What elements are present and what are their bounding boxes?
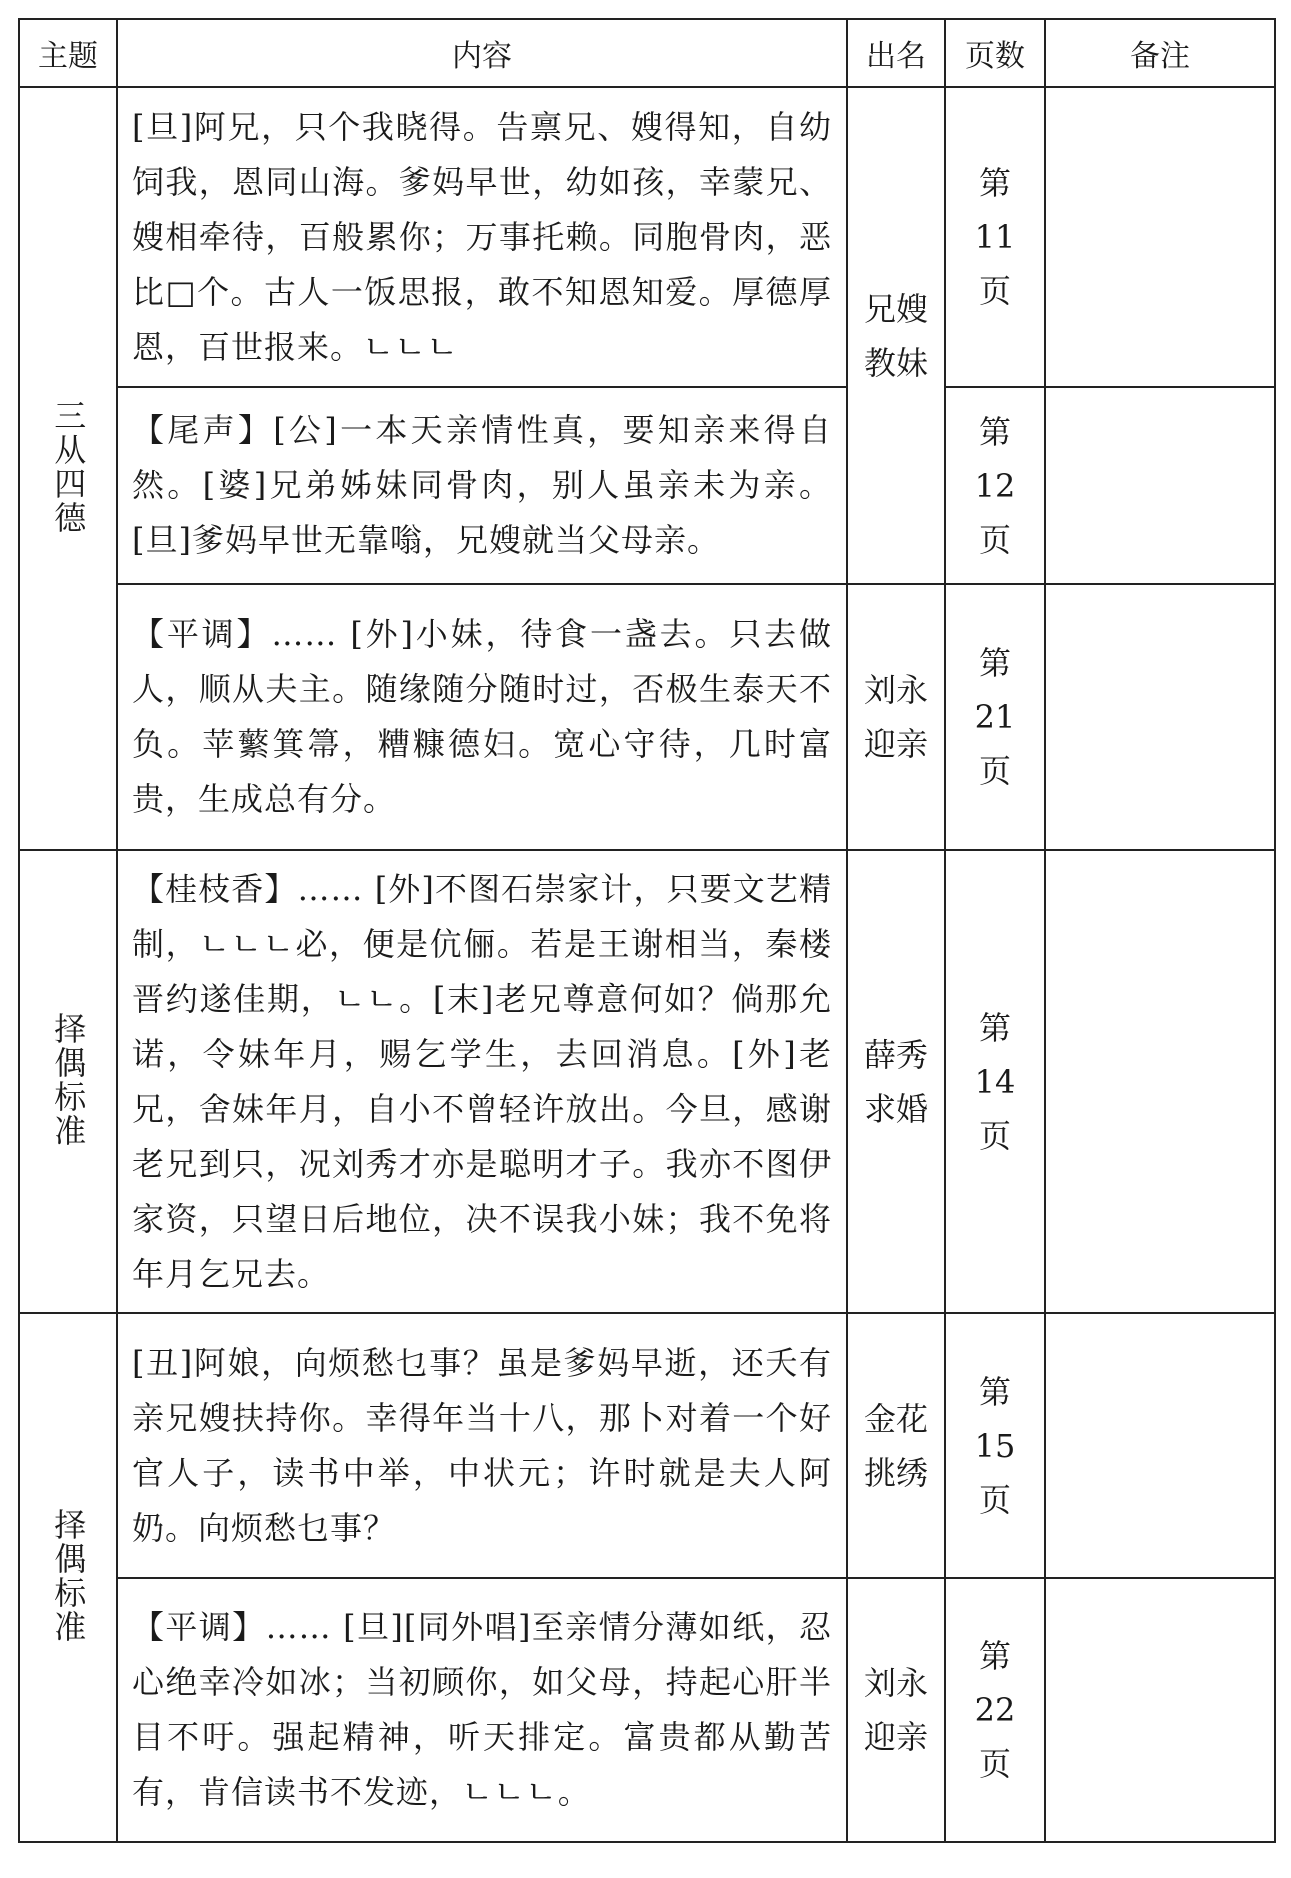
source-cell: 薛秀求婚: [847, 850, 945, 1313]
page-suffix: 页: [978, 520, 1011, 559]
page-prefix: 第: [978, 1008, 1011, 1047]
header-row: [19, 19, 1275, 87]
note-cell: [1045, 87, 1275, 387]
header-theme: 主题: [19, 19, 117, 87]
page-suffix: 页: [978, 1480, 1011, 1519]
page-suffix: 页: [978, 752, 1011, 790]
page-number: 11: [974, 218, 1016, 256]
page-suffix: 页: [978, 1745, 1011, 1783]
theme-label: 择偶标准: [49, 1011, 88, 1148]
theme-label: 三从四德: [49, 398, 88, 535]
page-suffix: 页: [978, 1116, 1011, 1155]
table-row: [19, 387, 1275, 584]
theme-cell: [19, 87, 117, 850]
theme-label: 择偶标准: [49, 1507, 88, 1644]
page-cell: [945, 850, 1045, 1313]
header-note: 备注: [1045, 19, 1275, 87]
source-cell: 兄嫂教妹: [847, 87, 945, 584]
page-prefix: 第: [978, 1637, 1011, 1675]
page-number: 22: [974, 1691, 1016, 1729]
note-cell: [1045, 1578, 1275, 1842]
page-cell: [945, 87, 1045, 387]
note-cell: [1045, 850, 1275, 1313]
source-cell: 刘永迎亲: [847, 1578, 945, 1842]
page-suffix: 页: [978, 272, 1011, 310]
content-cell: 【平调】…… [旦][同外唱]至亲情分薄如纸，忍心绝幸冷如冰；当初顾你，如父母，持起心肝半目不吁。强起精神，听天排定。富贵都从勤苦有，肯信读书不发迹，ㄴㄴㄴ。: [117, 1578, 847, 1842]
source-cell: 刘永迎亲: [847, 584, 945, 850]
content-cell: 【桂枝香】…… [外]不图石崇家计，只要文艺精制，ㄴㄴㄴ必，便是伉俪。若是王谢相当，秦楼晋约遂佳期，ㄴㄴ。[末]老兄尊意何如？倘那允诺，令妹年月，赐乞学生，去回消息。[外]老兄，舍妹年月，自小不曾轻许放出。今旦，感谢老兄到只，况刘秀才亦是聪明才子。我亦不图伊家资，只望日后地位，决不误我小妹；我不免将年月乞兄去。: [117, 850, 847, 1313]
header-content: 内容: [117, 19, 847, 87]
theme-cell: [19, 850, 117, 1313]
page-number: 21: [974, 698, 1016, 736]
content-cell: [丑]阿娘，向烦愁乜事？虽是爹妈早逝，还夭有亲兄嫂扶持你。幸得年当十八，那卜对着一个好官人子，读书中举，中状元；许时就是夫人阿奶。向烦愁乜事？: [117, 1313, 847, 1578]
table-row: [19, 1578, 1275, 1842]
table-row: [19, 1313, 1275, 1578]
note-cell: [1045, 387, 1275, 584]
table-row: [19, 850, 1275, 1313]
page-cell: [945, 1313, 1045, 1578]
content-table: [18, 18, 1276, 1843]
note-cell: [1045, 1313, 1275, 1578]
content-cell: [旦]阿兄，只个我晓得。告禀兄、嫂得知，自幼饲我，恩同山海。爹妈早世，幼如孩，幸蒙兄、嫂相牵待，百般累你；万事托赖。同胞骨肉，恶比□个。古人一饭思报，敢不知恩知爱。厚德厚恩，百世报来。ㄴㄴㄴ: [117, 87, 847, 387]
table-row: [19, 87, 1275, 387]
page-cell: [945, 387, 1045, 584]
note-cell: [1045, 584, 1275, 850]
page-cell: [945, 1578, 1045, 1842]
page-number: 14: [974, 1062, 1016, 1101]
theme-cell: [19, 1313, 117, 1842]
page-prefix: 第: [978, 164, 1011, 202]
header-page: 页数: [945, 19, 1045, 87]
page-number: 15: [974, 1426, 1016, 1465]
page-prefix: 第: [978, 644, 1011, 682]
page-prefix: 第: [978, 1372, 1011, 1411]
content-cell: 【尾声】[公]一本天亲情性真，要知亲来得自然。[婆]兄弟姊妹同骨肉，别人虽亲未为亲。[旦]爹妈早世无靠嗡，兄嫂就当父母亲。: [117, 387, 847, 584]
source-cell: 金花挑绣: [847, 1313, 945, 1578]
header-source: 出名: [847, 19, 945, 87]
table-row: [19, 584, 1275, 850]
content-cell: 【平调】…… [外]小妹，待食一盏去。只去做人，顺从夫主。随缘随分随时过，否极生泰天不负。苹蘩箕箒，糟糠德妇。宽心守待，几时富贵，生成总有分。: [117, 584, 847, 850]
page-cell: [945, 584, 1045, 850]
page-prefix: 第: [978, 412, 1011, 451]
page-number: 12: [974, 466, 1016, 505]
